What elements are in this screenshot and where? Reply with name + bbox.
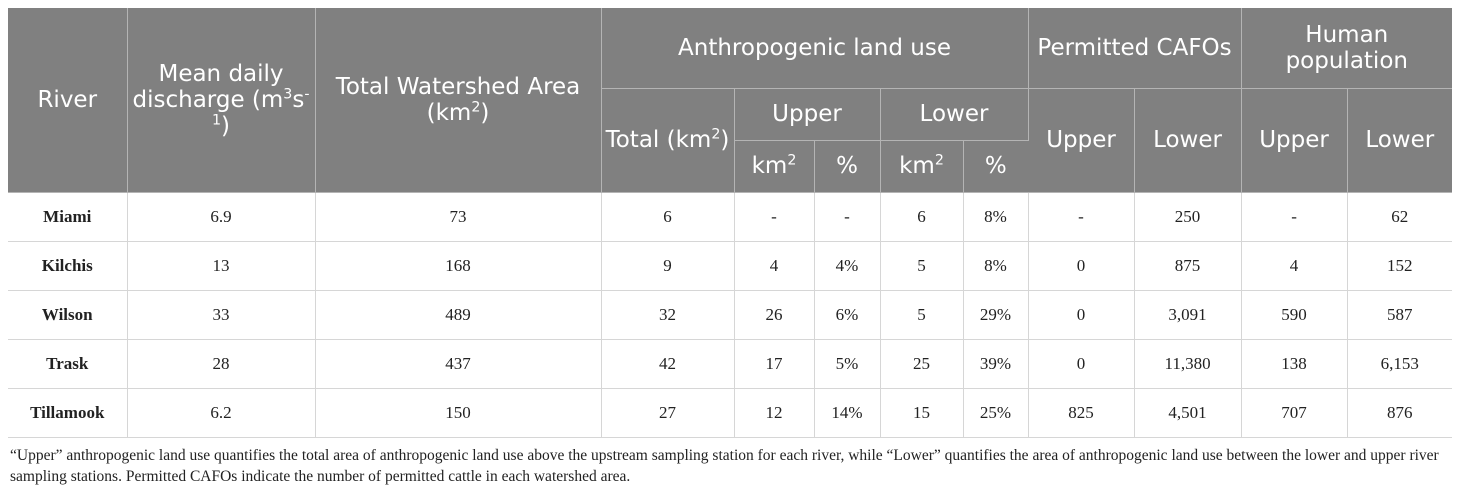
cell-upper-km2: 17 <box>734 339 814 388</box>
header-upper-pct: % <box>814 140 880 192</box>
cell-cafo-upper: 825 <box>1028 388 1134 437</box>
table-container <box>8 8 1452 487</box>
cell-total: 42 <box>601 339 734 388</box>
cell-discharge: 13 <box>127 241 315 290</box>
table-row <box>8 290 1452 339</box>
header-land-use: Anthropogenic land use <box>601 8 1028 88</box>
table-row <box>8 339 1452 388</box>
cell-lower-pct: 8% <box>963 192 1028 241</box>
header-population: Human population <box>1241 8 1452 88</box>
cell-discharge: 33 <box>127 290 315 339</box>
header-lower-km2: $km^2$ <box>880 140 963 192</box>
cell-total: 27 <box>601 388 734 437</box>
cell-river: Tillamook <box>8 388 127 437</box>
cell-pop-lower: 587 <box>1347 290 1452 339</box>
data-table <box>8 8 1452 438</box>
cell-cafo-upper: 0 <box>1028 241 1134 290</box>
header-total-km2: Total $(km^2)$ <box>601 88 734 192</box>
table-row <box>8 241 1452 290</box>
cell-total: 6 <box>601 192 734 241</box>
cell-upper-pct: 5% <box>814 339 880 388</box>
cell-discharge: 6.2 <box>127 388 315 437</box>
cell-lower-km2: 5 <box>880 290 963 339</box>
header-cafo-lower: Lower <box>1134 88 1241 192</box>
cell-upper-pct: 6% <box>814 290 880 339</box>
cell-upper-km2: - <box>734 192 814 241</box>
header-lower-pct: % <box>963 140 1028 192</box>
cell-pop-upper: 707 <box>1241 388 1347 437</box>
header-discharge: Mean daily discharge $(m^3s^{-1})$ <box>127 8 315 192</box>
cell-cafo-upper: 0 <box>1028 290 1134 339</box>
header-land-lower: Lower <box>880 88 1028 140</box>
table-footnote: “Upper” anthropogenic land use quantifies the total area of anthropogenic land use above the upstream sampling station for each river, while “Lower” quantifies the area of anthropogenic land use between the lower and upper river sampling stations. Permitted CAFOs indicate the number of permitted cattle in each watershed area. <box>10 446 1439 485</box>
header-upper-km2: $km^2$ <box>734 140 814 192</box>
header-cafos: Permitted CAFOs <box>1028 8 1241 88</box>
cell-total: 9 <box>601 241 734 290</box>
cell-pop-upper: 4 <box>1241 241 1347 290</box>
cell-cafo-upper: - <box>1028 192 1134 241</box>
cell-pop-lower: 62 <box>1347 192 1452 241</box>
cell-area: 150 <box>315 388 601 437</box>
cell-cafo-lower: 3,091 <box>1134 290 1241 339</box>
cell-lower-pct: 8% <box>963 241 1028 290</box>
header-land-upper: Upper <box>734 88 880 140</box>
cell-lower-pct: 25% <box>963 388 1028 437</box>
cell-upper-pct: 4% <box>814 241 880 290</box>
cell-area: 73 <box>315 192 601 241</box>
cell-total: 32 <box>601 290 734 339</box>
header-pop-upper: Upper <box>1241 88 1347 192</box>
cell-upper-km2: 26 <box>734 290 814 339</box>
cell-upper-km2: 4 <box>734 241 814 290</box>
cell-pop-lower: 6,153 <box>1347 339 1452 388</box>
cell-upper-pct: - <box>814 192 880 241</box>
cell-cafo-lower: 250 <box>1134 192 1241 241</box>
cell-discharge: 6.9 <box>127 192 315 241</box>
header-area: Total Watershed Area $(km^2)$ <box>315 8 601 192</box>
header-river: River <box>8 8 127 192</box>
cell-upper-pct: 14% <box>814 388 880 437</box>
cell-lower-km2: 6 <box>880 192 963 241</box>
cell-river: Miami <box>8 192 127 241</box>
cell-pop-upper: - <box>1241 192 1347 241</box>
cell-cafo-lower: 11,380 <box>1134 339 1241 388</box>
cell-pop-upper: 590 <box>1241 290 1347 339</box>
cell-area: 489 <box>315 290 601 339</box>
cell-lower-km2: 5 <box>880 241 963 290</box>
cell-area: 437 <box>315 339 601 388</box>
table-header <box>8 8 1452 192</box>
cell-upper-km2: 12 <box>734 388 814 437</box>
cell-pop-lower: 876 <box>1347 388 1452 437</box>
cell-cafo-lower: 875 <box>1134 241 1241 290</box>
table-body <box>8 192 1452 437</box>
cell-lower-pct: 39% <box>963 339 1028 388</box>
table-row <box>8 388 1452 437</box>
cell-river: Trask <box>8 339 127 388</box>
table-row <box>8 192 1452 241</box>
cell-area: 168 <box>315 241 601 290</box>
cell-lower-pct: 29% <box>963 290 1028 339</box>
header-pop-lower: Lower <box>1347 88 1452 192</box>
cell-pop-upper: 138 <box>1241 339 1347 388</box>
header-cafo-upper: Upper <box>1028 88 1134 192</box>
cell-lower-km2: 25 <box>880 339 963 388</box>
cell-river: Kilchis <box>8 241 127 290</box>
cell-lower-km2: 15 <box>880 388 963 437</box>
cell-pop-lower: 152 <box>1347 241 1452 290</box>
cell-discharge: 28 <box>127 339 315 388</box>
cell-cafo-upper: 0 <box>1028 339 1134 388</box>
cell-cafo-lower: 4,501 <box>1134 388 1241 437</box>
cell-river: Wilson <box>8 290 127 339</box>
